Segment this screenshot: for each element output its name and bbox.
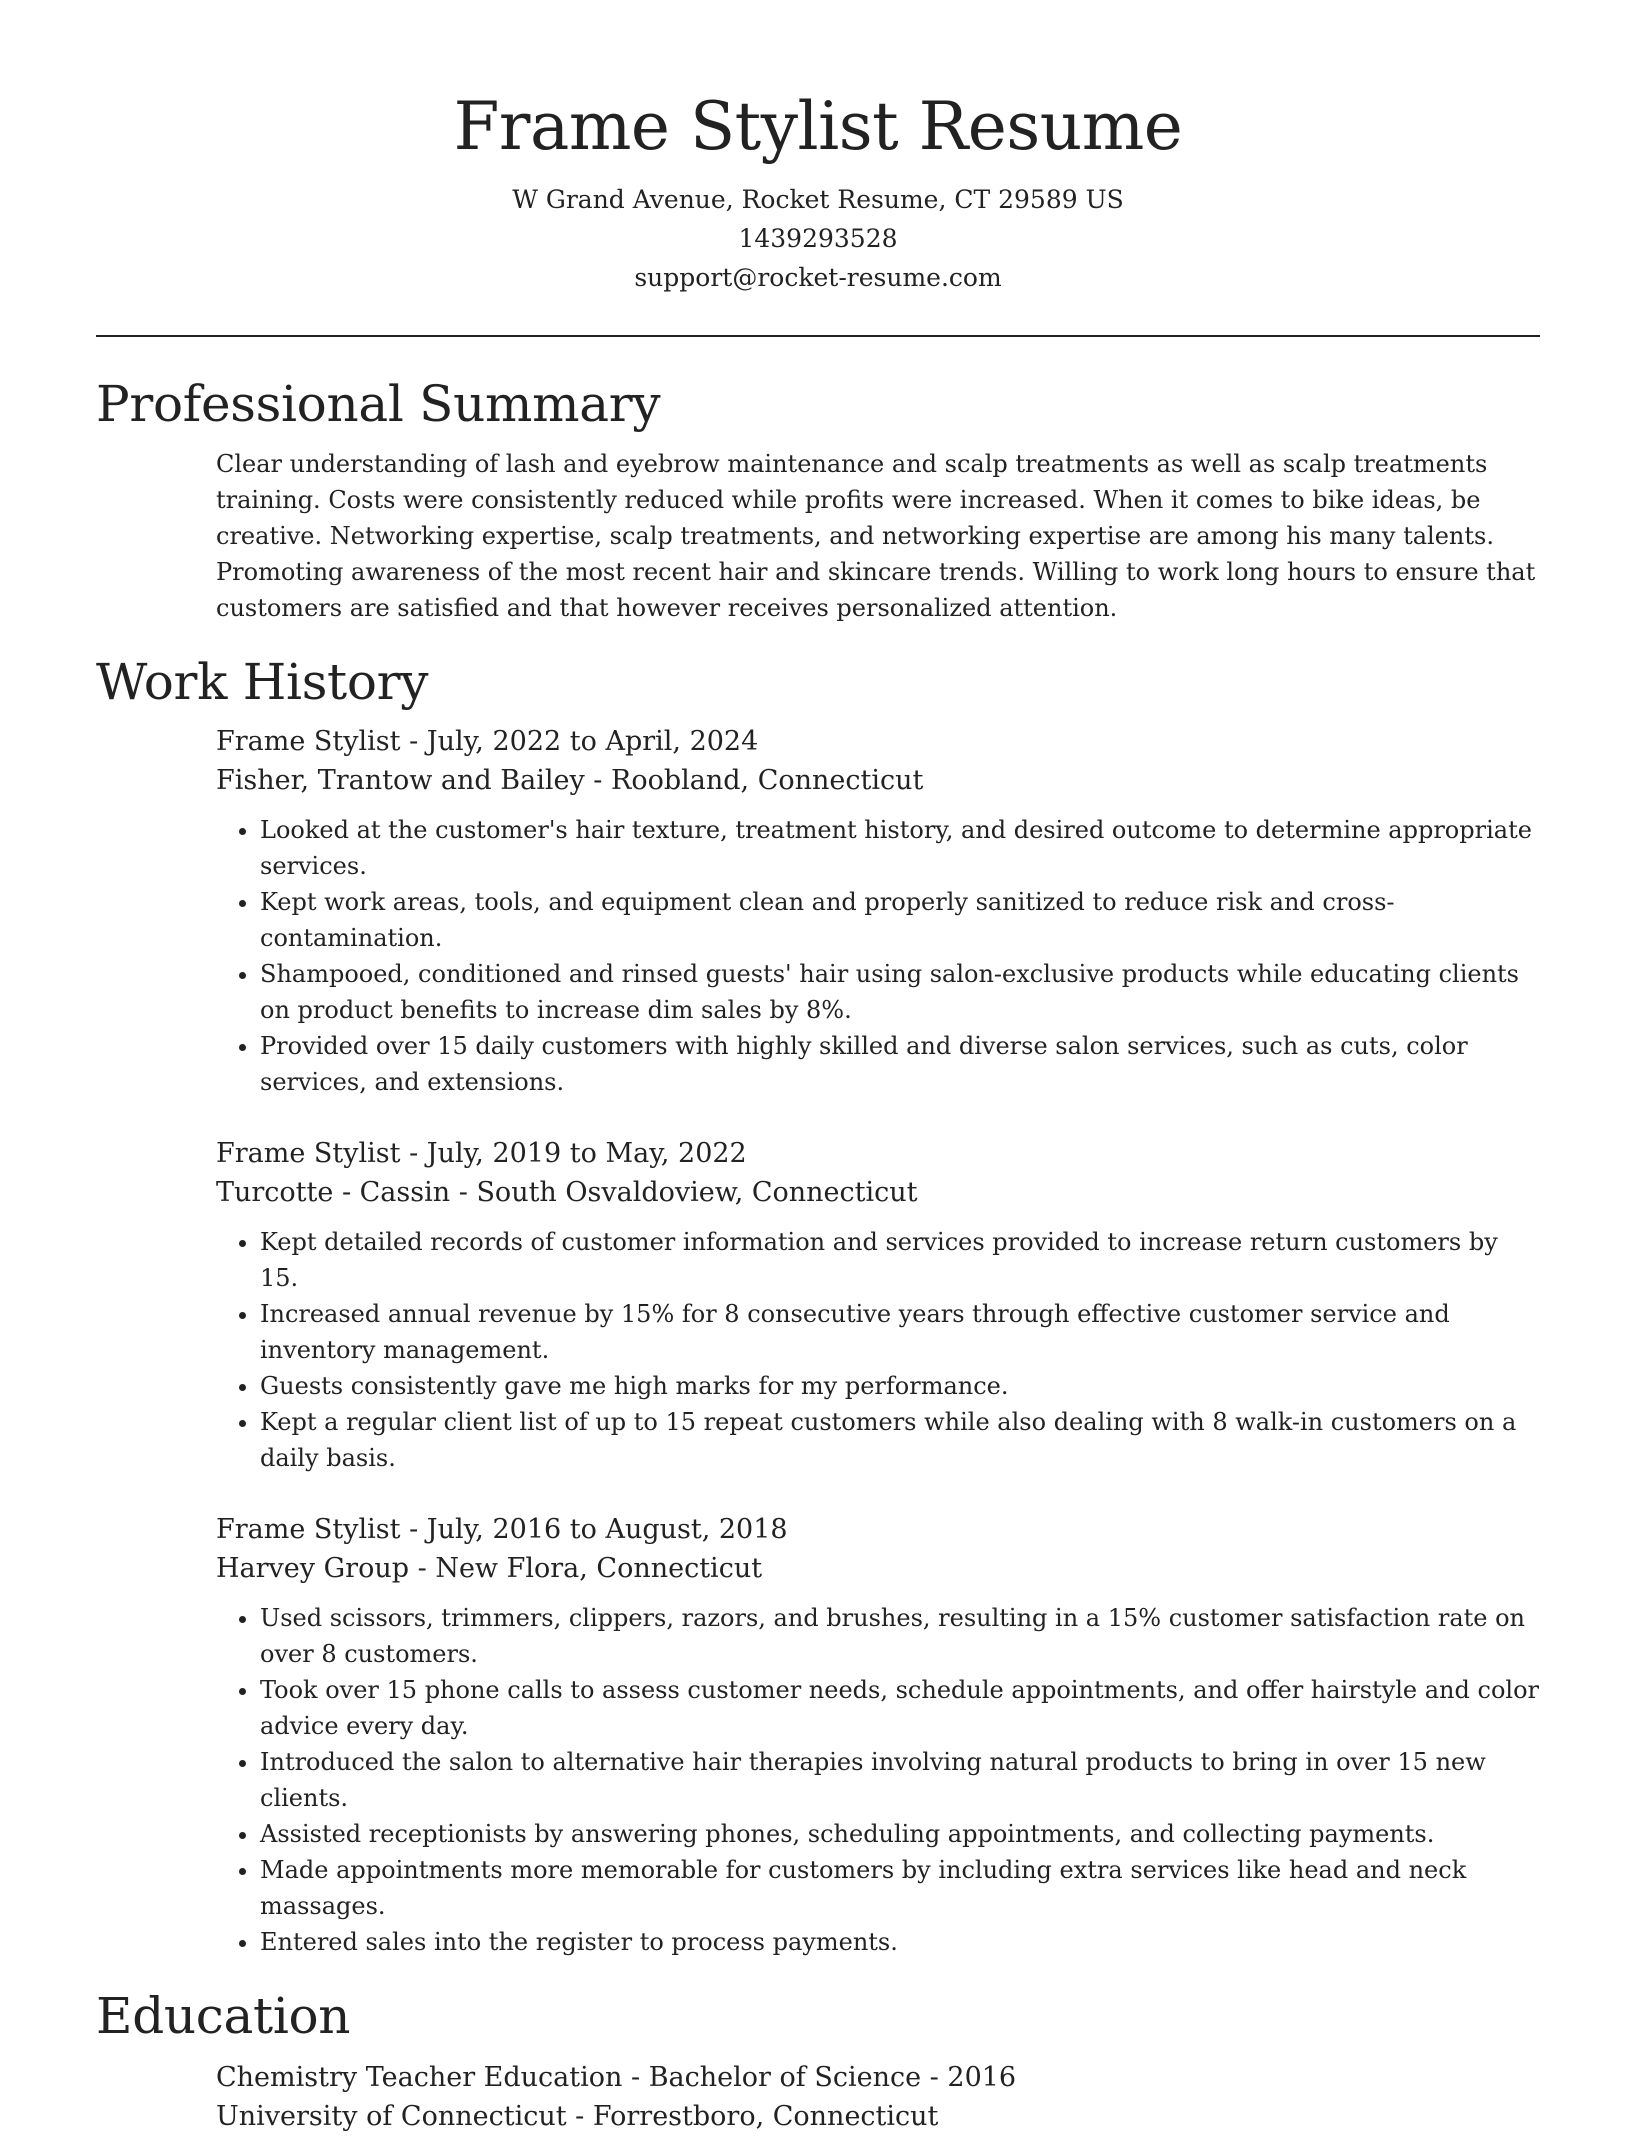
separator: - bbox=[409, 1553, 436, 1584]
job-entry bbox=[216, 1510, 1540, 1960]
job-entry bbox=[216, 722, 1540, 1100]
job-bullets bbox=[216, 812, 1540, 1100]
job-title-line bbox=[216, 722, 1540, 761]
job-dates: July, 2022 to April, 2024 bbox=[426, 726, 759, 757]
job-bullet: • Entered sales into the register to process payments. bbox=[260, 1924, 1540, 1960]
job-bullet: • Introduced the salon to alternative hair therapies involving natural products to bring in over 15 new clients. bbox=[260, 1744, 1540, 1816]
job-entry bbox=[216, 1134, 1540, 1476]
resume-page bbox=[96, 0, 1540, 2136]
work-history-list bbox=[216, 722, 1540, 1960]
education-entry bbox=[216, 2058, 1540, 2136]
education-location: Forrestboro, Connecticut bbox=[592, 2101, 939, 2132]
job-bullet: • Provided over 15 daily customers with highly skilled and diverse salon services, such as cuts, color services, and extensions. bbox=[260, 1028, 1540, 1100]
summary-text: Clear understanding of lash and eyebrow maintenance and scalp treatments as well as scalp treatments training. Costs were consistently reduced while profits were increased. When it comes to bike ideas, be creative. Networking expertise, scalp treatments, and networking expertise are among his many talents. Promoting awareness of the most recent hair and skincare trends. Willing to work long hours to ensure that customers are satisfied and that however receives personalized attention. bbox=[216, 450, 1536, 622]
contact-email: support@rocket-resume.com bbox=[634, 263, 1002, 292]
job-company: Fisher, Trantow and Bailey bbox=[216, 765, 585, 796]
job-dates: July, 2019 to May, 2022 bbox=[426, 1138, 747, 1169]
separator: - bbox=[450, 1177, 477, 1208]
job-bullets bbox=[216, 1600, 1540, 1960]
education-field: Chemistry Teacher Education bbox=[216, 2062, 623, 2093]
separator: - bbox=[400, 1138, 427, 1169]
education-school-line bbox=[216, 2097, 1540, 2136]
job-position: Frame Stylist bbox=[216, 726, 401, 757]
job-position: Frame Stylist bbox=[216, 1138, 401, 1169]
job-company-line bbox=[216, 1549, 1540, 1588]
job-bullet: • Guests consistently gave me high marks for my performance. bbox=[260, 1368, 1540, 1404]
separator: - bbox=[921, 2062, 948, 2093]
education-heading: Education bbox=[96, 1987, 351, 2045]
separator: - bbox=[622, 2062, 649, 2093]
job-bullet: • Took over 15 phone calls to assess customer needs, schedule appointments, and offer hairstyle and color advice every day. bbox=[260, 1672, 1540, 1744]
job-company: Turcotte - Cassin bbox=[216, 1177, 451, 1208]
separator: - bbox=[400, 1514, 427, 1545]
job-bullet: • Made appointments more memorable for customers by including extra services like head and neck massages. bbox=[260, 1852, 1540, 1924]
job-bullet: • Assisted receptionists by answering phones, scheduling appointments, and collecting payments. bbox=[260, 1816, 1540, 1852]
job-bullet: • Looked at the customer's hair texture, treatment history, and desired outcome to determine appropriate services. bbox=[260, 812, 1540, 884]
contact-address: W Grand Avenue, Rocket Resume, CT 29589 US bbox=[512, 185, 1124, 214]
job-bullet: • Increased annual revenue by 15% for 8 consecutive years through effective customer service and inventory management. bbox=[260, 1296, 1540, 1368]
education-degree-line bbox=[216, 2058, 1540, 2097]
job-company-line bbox=[216, 761, 1540, 800]
job-bullet: • Used scissors, trimmers, clippers, razors, and brushes, resulting in a 15% customer satisfaction rate on over 8 customers. bbox=[260, 1600, 1540, 1672]
contact-phone: 1439293528 bbox=[738, 224, 898, 253]
education-school: University of Connecticut bbox=[216, 2101, 567, 2132]
job-title-line bbox=[216, 1510, 1540, 1549]
separator: - bbox=[584, 765, 611, 796]
job-company: Harvey Group bbox=[216, 1553, 410, 1584]
job-location: Roobland, Connecticut bbox=[611, 765, 924, 796]
summary-heading: Professional Summary bbox=[96, 375, 661, 433]
education-year: 2016 bbox=[947, 2062, 1017, 2093]
job-dates: July, 2016 to August, 2018 bbox=[426, 1514, 788, 1545]
separator: - bbox=[400, 726, 427, 757]
contact-block bbox=[96, 180, 1540, 297]
job-position: Frame Stylist bbox=[216, 1514, 401, 1545]
job-bullet: • Shampooed, conditioned and rinsed guests' hair using salon-exclusive products while educating clients on product benefits to increase dim sales by 8%. bbox=[260, 956, 1540, 1028]
job-company-line bbox=[216, 1173, 1540, 1212]
education-degree: Bachelor of Science bbox=[648, 2062, 922, 2093]
job-bullet: • Kept detailed records of customer information and services provided to increase return customers by 15. bbox=[260, 1224, 1540, 1296]
job-bullet: • Kept a regular client list of up to 15 repeat customers while also dealing with 8 walk-in customers on a daily basis. bbox=[260, 1404, 1540, 1476]
job-title-line bbox=[216, 1134, 1540, 1173]
work-history-heading: Work History bbox=[96, 653, 429, 711]
job-location: South Osvaldoview, Connecticut bbox=[476, 1177, 918, 1208]
job-bullet: • Kept work areas, tools, and equipment clean and properly sanitized to reduce risk and cross-contamination. bbox=[260, 884, 1540, 956]
separator: - bbox=[566, 2101, 593, 2132]
resume-title: Frame Stylist Resume bbox=[453, 88, 1183, 165]
header-divider bbox=[96, 335, 1540, 337]
job-location: New Flora, Connecticut bbox=[435, 1553, 763, 1584]
job-bullets bbox=[216, 1224, 1540, 1476]
